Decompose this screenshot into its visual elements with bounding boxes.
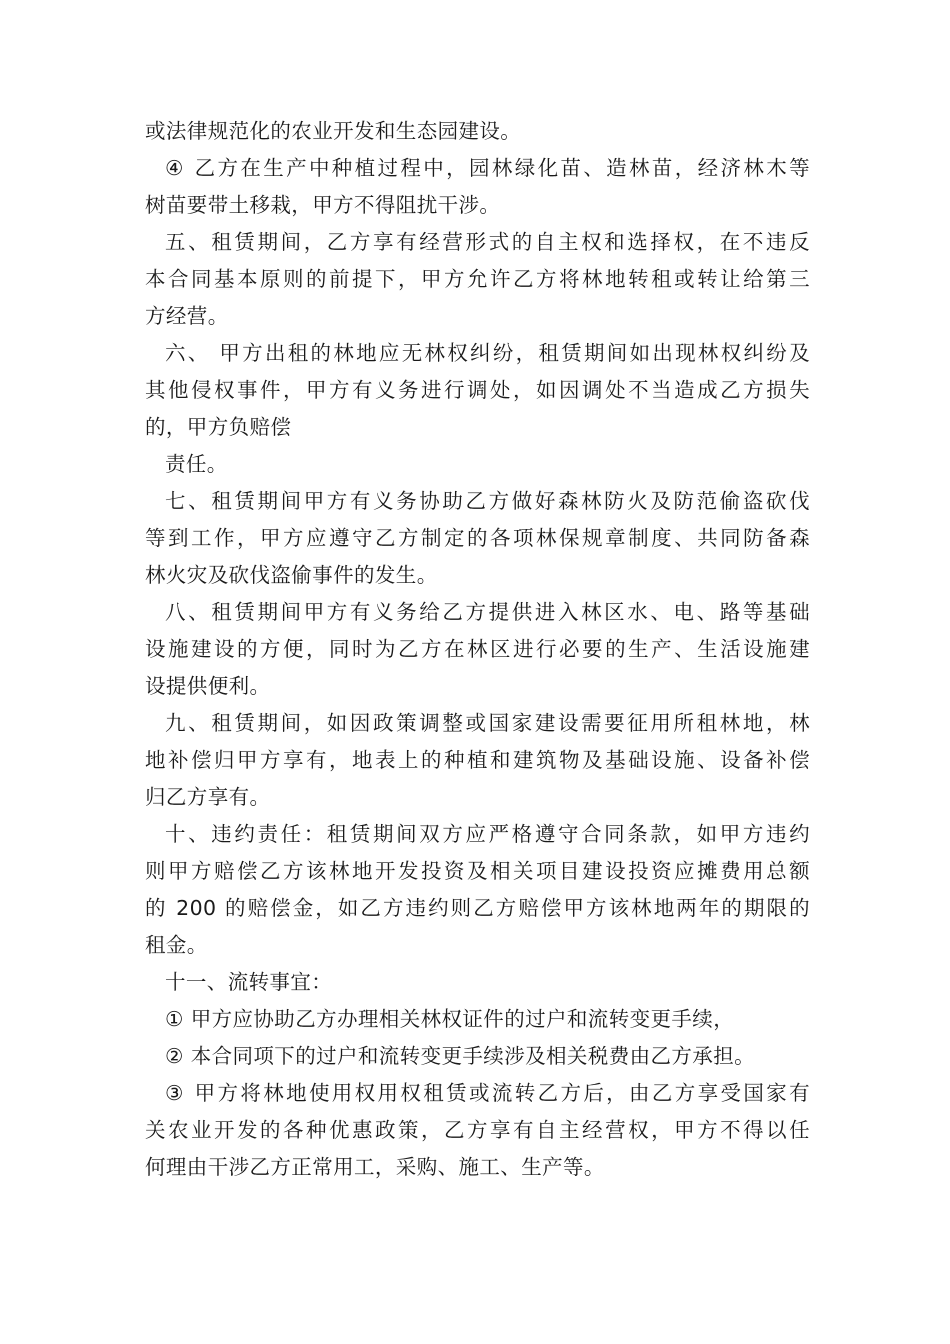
text-line: 树苗要带土移栽，甲方不得阻扰干涉。 <box>145 193 501 217</box>
text-line: 地补偿归甲方享有，地表上的种植和建筑物及基础设施、设备补偿 <box>145 748 810 772</box>
text-line: 或法律规范化的农业开发和生态园建设。 <box>145 119 522 143</box>
text-line: 设提供便利。 <box>145 674 271 698</box>
text-line: 本合同基本原则的前提下，甲方允许乙方将林地转租或转让给第三 <box>145 267 810 291</box>
text-line: ② 本合同项下的过户和流转变更手续涉及相关税费由乙方承担。 <box>165 1044 755 1068</box>
text-line: 其他侵权事件，甲方有义务进行调处，如因调处不当造成乙方损失 <box>145 378 810 402</box>
text-line: 租金。 <box>145 933 208 957</box>
text-line: 责任。 <box>165 452 228 476</box>
text-line: 林火灾及砍伐盗偷事件的发生。 <box>145 563 438 587</box>
text-line: 归乙方享有。 <box>145 785 271 809</box>
text-line: 方经营。 <box>145 304 229 328</box>
text-line: 十一、流转事宜： <box>165 970 333 994</box>
text-line: ④ 乙方在生产中种植过程中，园林绿化苗、造林苗，经济林木等 <box>165 156 810 180</box>
document-body <box>145 113 810 1186</box>
text-line: 五、租赁期间，乙方享有经营形式的自主权和选择权，在不违反 <box>165 230 810 254</box>
text-line: 则甲方赔偿乙方该林地开发投资及相关项目建设投资应摊费用总额 <box>145 859 810 883</box>
text-line: 六、 甲方出租的林地应无林权纠纷，租赁期间如出现林权纠纷及 <box>165 341 810 365</box>
text-line: 的，甲方负赔偿 <box>145 415 292 439</box>
text-line: 七、租赁期间甲方有义务协助乙方做好森林防火及防范偷盗砍伐 <box>165 489 810 513</box>
text-line: 十、违约责任：租赁期间双方应严格遵守合同条款，如甲方违约 <box>165 822 810 846</box>
text-line: 何理由干涉乙方正常用工，采购、施工、生产等。 <box>145 1155 605 1179</box>
text-line: ③ 甲方将林地使用权用权租赁或流转乙方后，由乙方享受国家有 <box>165 1081 810 1105</box>
text-line: 的 200 的赔偿金，如乙方违约则乙方赔偿甲方该林地两年的期限的 <box>145 896 810 920</box>
text-line: 设施建设的方便，同时为乙方在林区进行必要的生产、生活设施建 <box>145 637 810 661</box>
text-line: 八、租赁期间甲方有义务给乙方提供进入林区水、电、路等基础 <box>165 600 810 624</box>
text-line: ① 甲方应协助乙方办理相关林权证件的过户和流转变更手续， <box>165 1007 735 1031</box>
text-line: 等到工作，甲方应遵守乙方制定的各项林保规章制度、共同防备森 <box>145 526 810 550</box>
text-line: 关农业开发的各种优惠政策，乙方享有自主经营权，甲方不得以任 <box>145 1118 810 1142</box>
text-line: 九、租赁期间，如因政策调整或国家建设需要征用所租林地，林 <box>165 711 810 735</box>
